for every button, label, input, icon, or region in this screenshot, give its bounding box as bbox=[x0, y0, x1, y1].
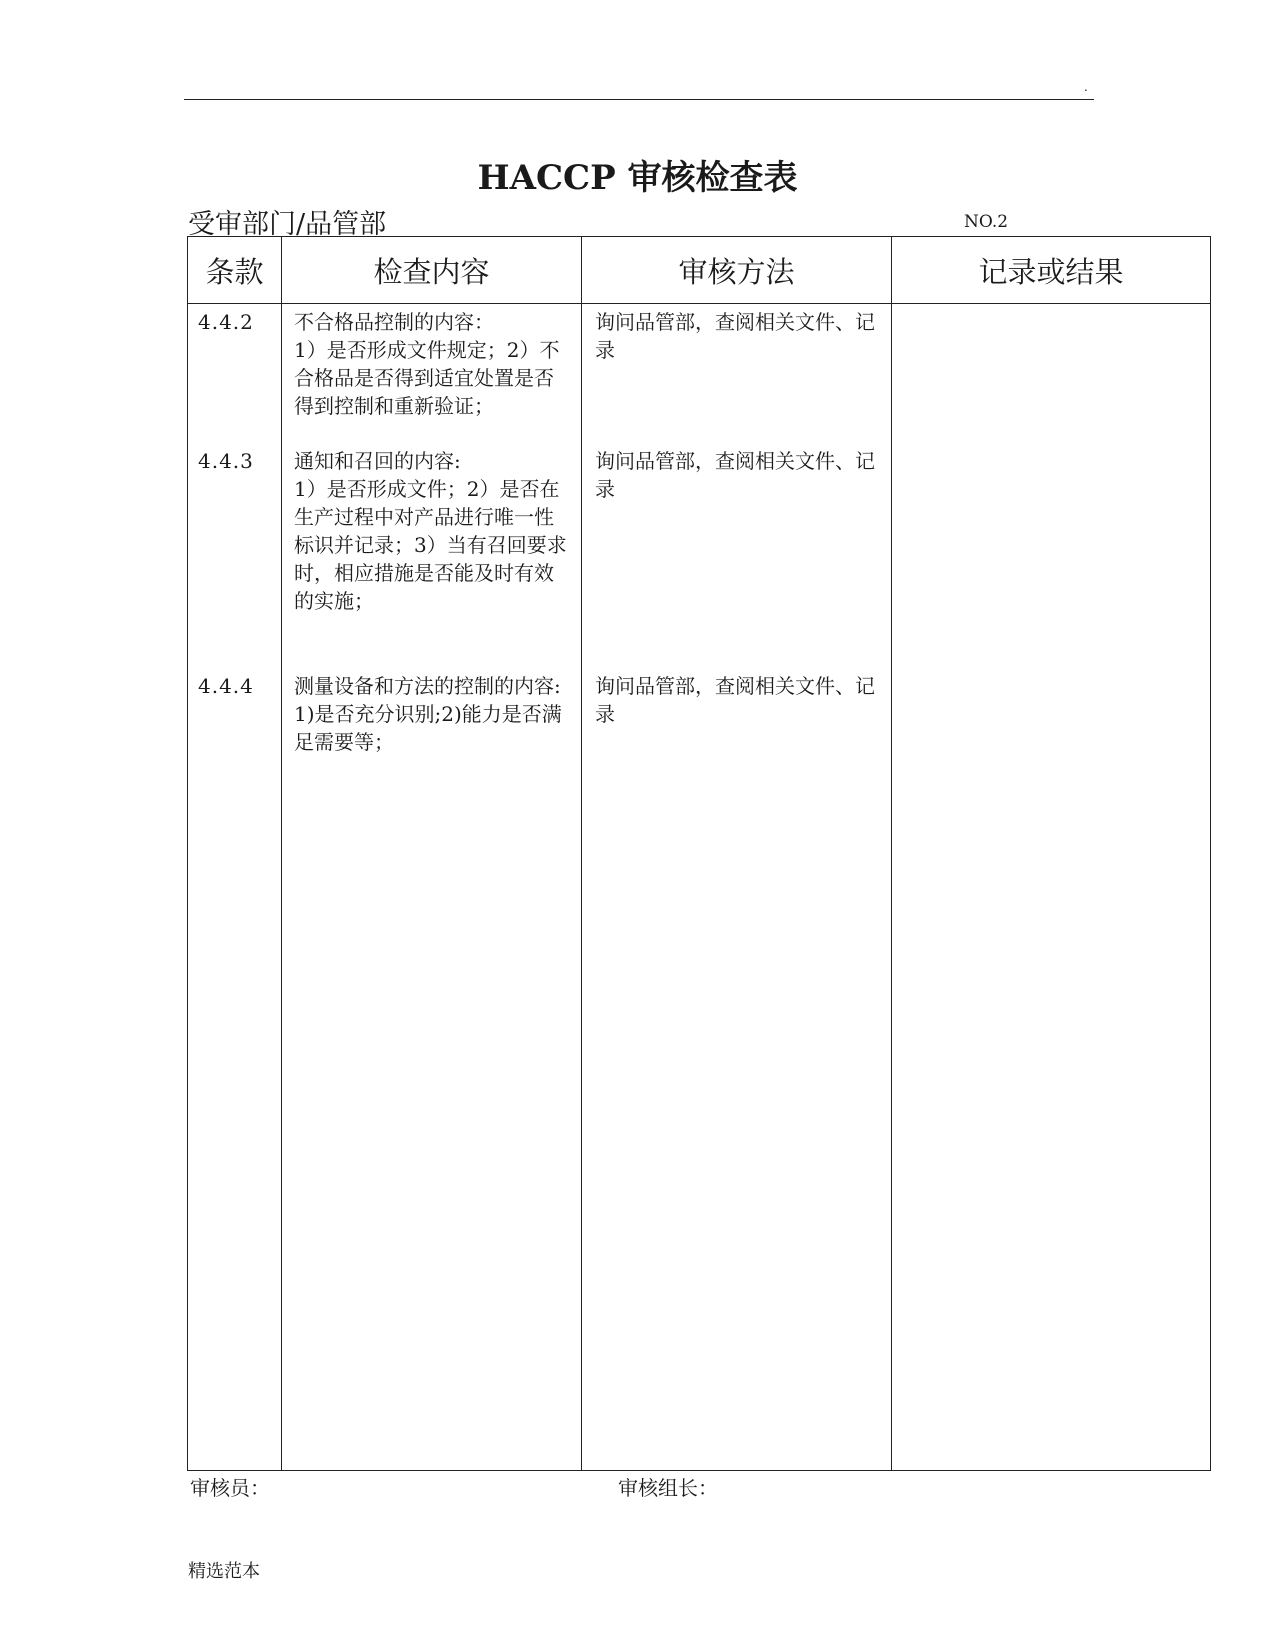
clause-4-4-4: 4.4.4 bbox=[198, 674, 254, 698]
auditor-label: 审核员： bbox=[190, 1476, 270, 1500]
content-item-2: 通知和召回的内容: 1）是否形成文件；2）是否在生产过程中对产品进行唯一性标识并记录；3）当有召回要求时，相应措施是否能及时有效的实施； bbox=[294, 449, 567, 613]
document-title: HACCP 审核检查表 bbox=[477, 158, 798, 198]
footer-watermark: 精选范本 bbox=[188, 1561, 260, 1582]
column-header-result: 记录或结果 bbox=[892, 237, 1211, 304]
table-body-row bbox=[188, 304, 1211, 1471]
content-item-1: 不合格品控制的内容： 1）是否形成文件规定；2）不合格品是否得到适宜处置是否得到控制和重新验证； bbox=[294, 310, 560, 418]
header-dot: . bbox=[1084, 80, 1088, 94]
document-number: NO.2 bbox=[964, 212, 1009, 232]
audited-department: 受审部门/品管部 bbox=[188, 209, 387, 240]
method-item-1: 询问品管部，查阅相关文件、记录 bbox=[595, 310, 875, 362]
table-cell-content bbox=[282, 304, 582, 1471]
audit-checklist-table bbox=[187, 236, 1211, 1471]
column-header-method: 审核方法 bbox=[582, 237, 892, 304]
method-item-3: 询问品管部，查阅相关文件、记录 bbox=[595, 674, 875, 726]
clause-4-4-3: 4.4.3 bbox=[198, 449, 254, 473]
method-item-2: 询问品管部，查阅相关文件、记录 bbox=[595, 449, 875, 501]
clause-4-4-2: 4.4.2 bbox=[198, 310, 254, 334]
table-cell-result[interactable] bbox=[892, 304, 1211, 1471]
content-item-3: 测量设备和方法的控制的内容: 1)是否充分识别;2)能力是否满足需要等； bbox=[294, 674, 562, 754]
table-header-row bbox=[188, 237, 1211, 304]
table-cell-clause bbox=[188, 304, 282, 1471]
table-cell-method bbox=[582, 304, 892, 1471]
audit-leader-label: 审核组长： bbox=[618, 1476, 718, 1500]
column-header-clause: 条款 bbox=[188, 237, 282, 304]
column-header-content: 检查内容 bbox=[282, 237, 582, 304]
header-rule bbox=[184, 99, 1094, 100]
